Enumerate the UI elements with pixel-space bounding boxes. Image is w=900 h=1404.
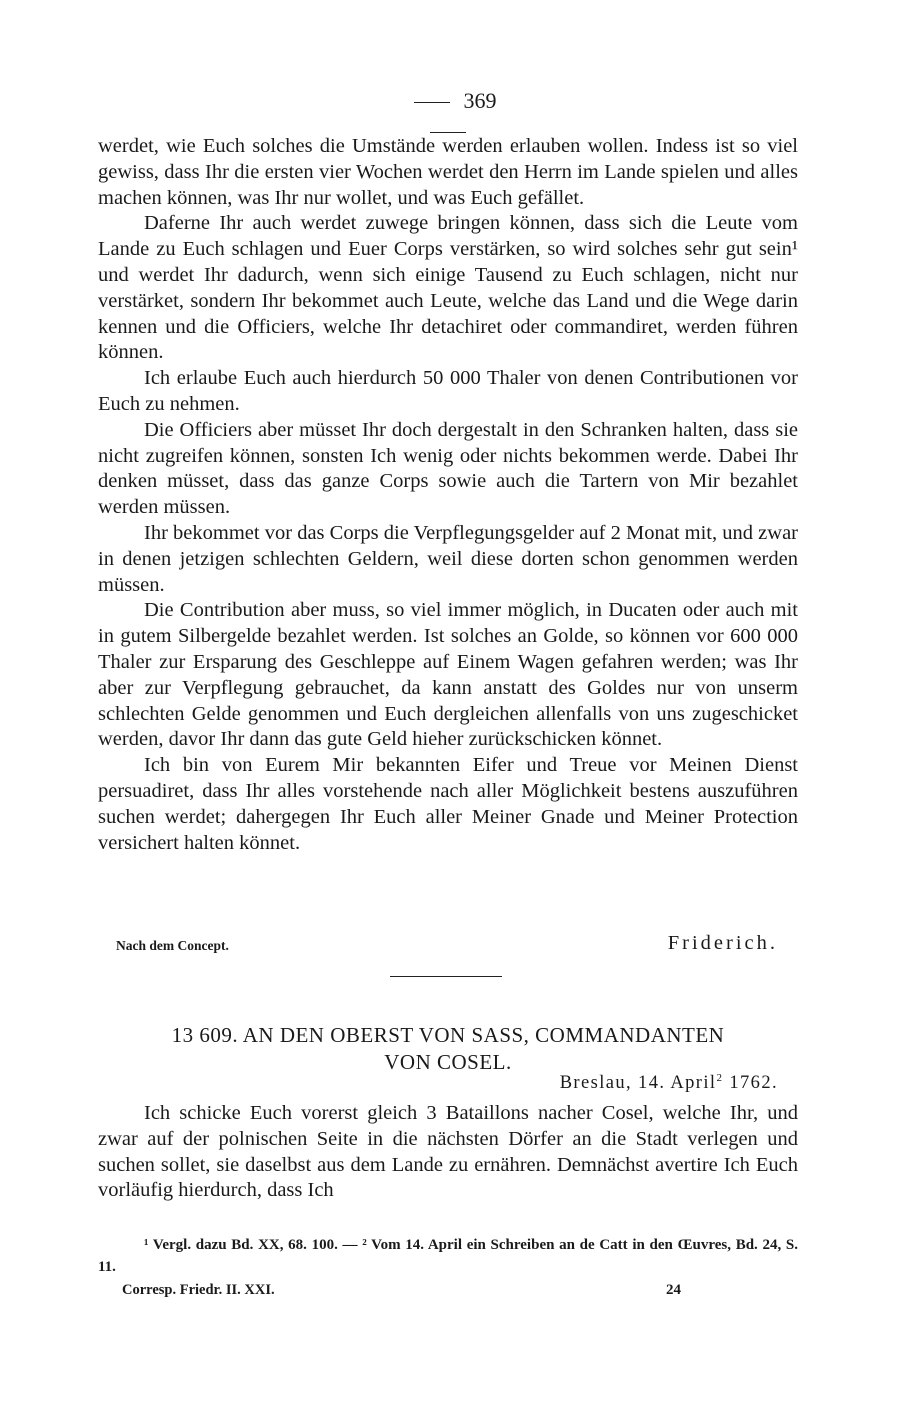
- paragraph: Ich bin von Eurem Mir bekannten Eifer und Treue vor Meinen Dienst persuadiret, dass Ihr alles vorstehende nach aller Möglichkeit bestens auszuführen suchen werdet; dahergegen Ihr Euch aller Meiner Gnade und Meiner Protection versichert halten könnet.: [98, 754, 798, 854]
- paragraph: Ihr bekommet vor das Corps die Verpflegungsgelder auf 2 Monat mit, und zwar in denen jetzigen schlechten Geldern, weil diese dorten schon genommen werden müssen.: [98, 521, 798, 596]
- heading-line-2: VON COSEL.: [384, 1050, 512, 1074]
- page-footer: [98, 1282, 698, 1304]
- paragraph: werdet, wie Euch solches die Umstände werden erlauben wollen. Indess ist so viel gewiss, dass Ihr die ersten vier Wochen werdet den Herrn im Lande spielen und alles machen können, was Ihr nur wollet, und was Euch gefället.: [98, 135, 798, 209]
- footnote-mark: 2: [716, 1072, 724, 1084]
- page-number: 369: [463, 88, 497, 113]
- sheet-number: 24: [666, 1282, 681, 1298]
- volume-reference: Corresp. Friedr. II. XXI.: [122, 1282, 275, 1298]
- section-divider: [390, 976, 502, 977]
- date-year: 1762.: [723, 1073, 778, 1094]
- dash-left: [414, 102, 450, 103]
- paragraph: Die Officiers aber müsset Ihr doch dergestalt in den Schranken halten, dass sie nicht zugreifen können, sonsten Ich wenig oder nichts bekommen werde. Dabei Ihr denken müsset, dass das ganze Corps sowie auch die Tartern von Mir bezahlet werden müssen.: [98, 418, 798, 519]
- paragraph: Daferne Ihr auch werdet zuwege bringen können, dass sich die Leute vom Lande zu Euch schlagen und Euer Corps verstärken, so wird solches sehr gut sein¹ und werdet Ihr dadurch, wenn sich einige Tausend zu Euch schlagen, nicht nur verstärket, sondern Ihr bekommet auch Leute, welche das Land und die Wege darin kennen und die Officiers, welche Ihr detachiret oder commandiret, werden führen können.: [98, 212, 798, 364]
- source-note: Nach dem Concept.: [116, 938, 229, 953]
- paragraph: Ich erlaube Euch auch hierdurch 50 000 Thaler von denen Contributionen vor Euch zu nehmen.: [98, 367, 798, 415]
- letter-heading: [128, 1022, 768, 1076]
- dateline: [560, 1072, 778, 1094]
- footnotes: [98, 1234, 798, 1278]
- letter-body-continued: [98, 134, 798, 856]
- letter-body: [98, 1101, 798, 1204]
- date-place: Breslau, 14. April: [559, 1073, 717, 1094]
- footnote: ¹ Vergl. dazu Bd. XX, 68. 100. — ² Vom 14. April ein Schreiben an de Catt in den Œuvres, Bd. 24, S. 11.: [98, 1237, 798, 1275]
- letter-closing: [98, 932, 778, 960]
- paragraph: Ich schicke Euch vorerst gleich 3 Bataillons nacher Cosel, welche Ihr, und zwar auf der polnischen Seite in die nächsten Dörfer an die Stadt verlegen und suchen sollet, sie daselbst aus dem Lande zu ernähren. Demnächst avertire Ich Euch vorläufig hierdurch, dass Ich: [98, 1102, 798, 1202]
- signature: Friderich.: [667, 932, 778, 954]
- heading-line-1: 13 609. AN DEN OBERST VON SASS, COMMANDANTEN: [171, 1023, 725, 1047]
- paragraph: Die Contribution aber muss, so viel immer möglich, in Ducaten oder auch mit in gutem Silbergelde bezahlet werden. Ist solches an Golde, so können vor 600 000 Thaler zur Ersparung des Geschleppe auf Einem Wagen gefahren werden; was Ihr aber zur Verpflegung gebrauchet, da kann anstatt des Goldes nur von unserm schlechten Gelde genommen und Euch dergleichen allenfalls von uns zugeschicket werden, davor Ihr dann das gute Geld hieher zurückschicken könnet.: [98, 599, 798, 751]
